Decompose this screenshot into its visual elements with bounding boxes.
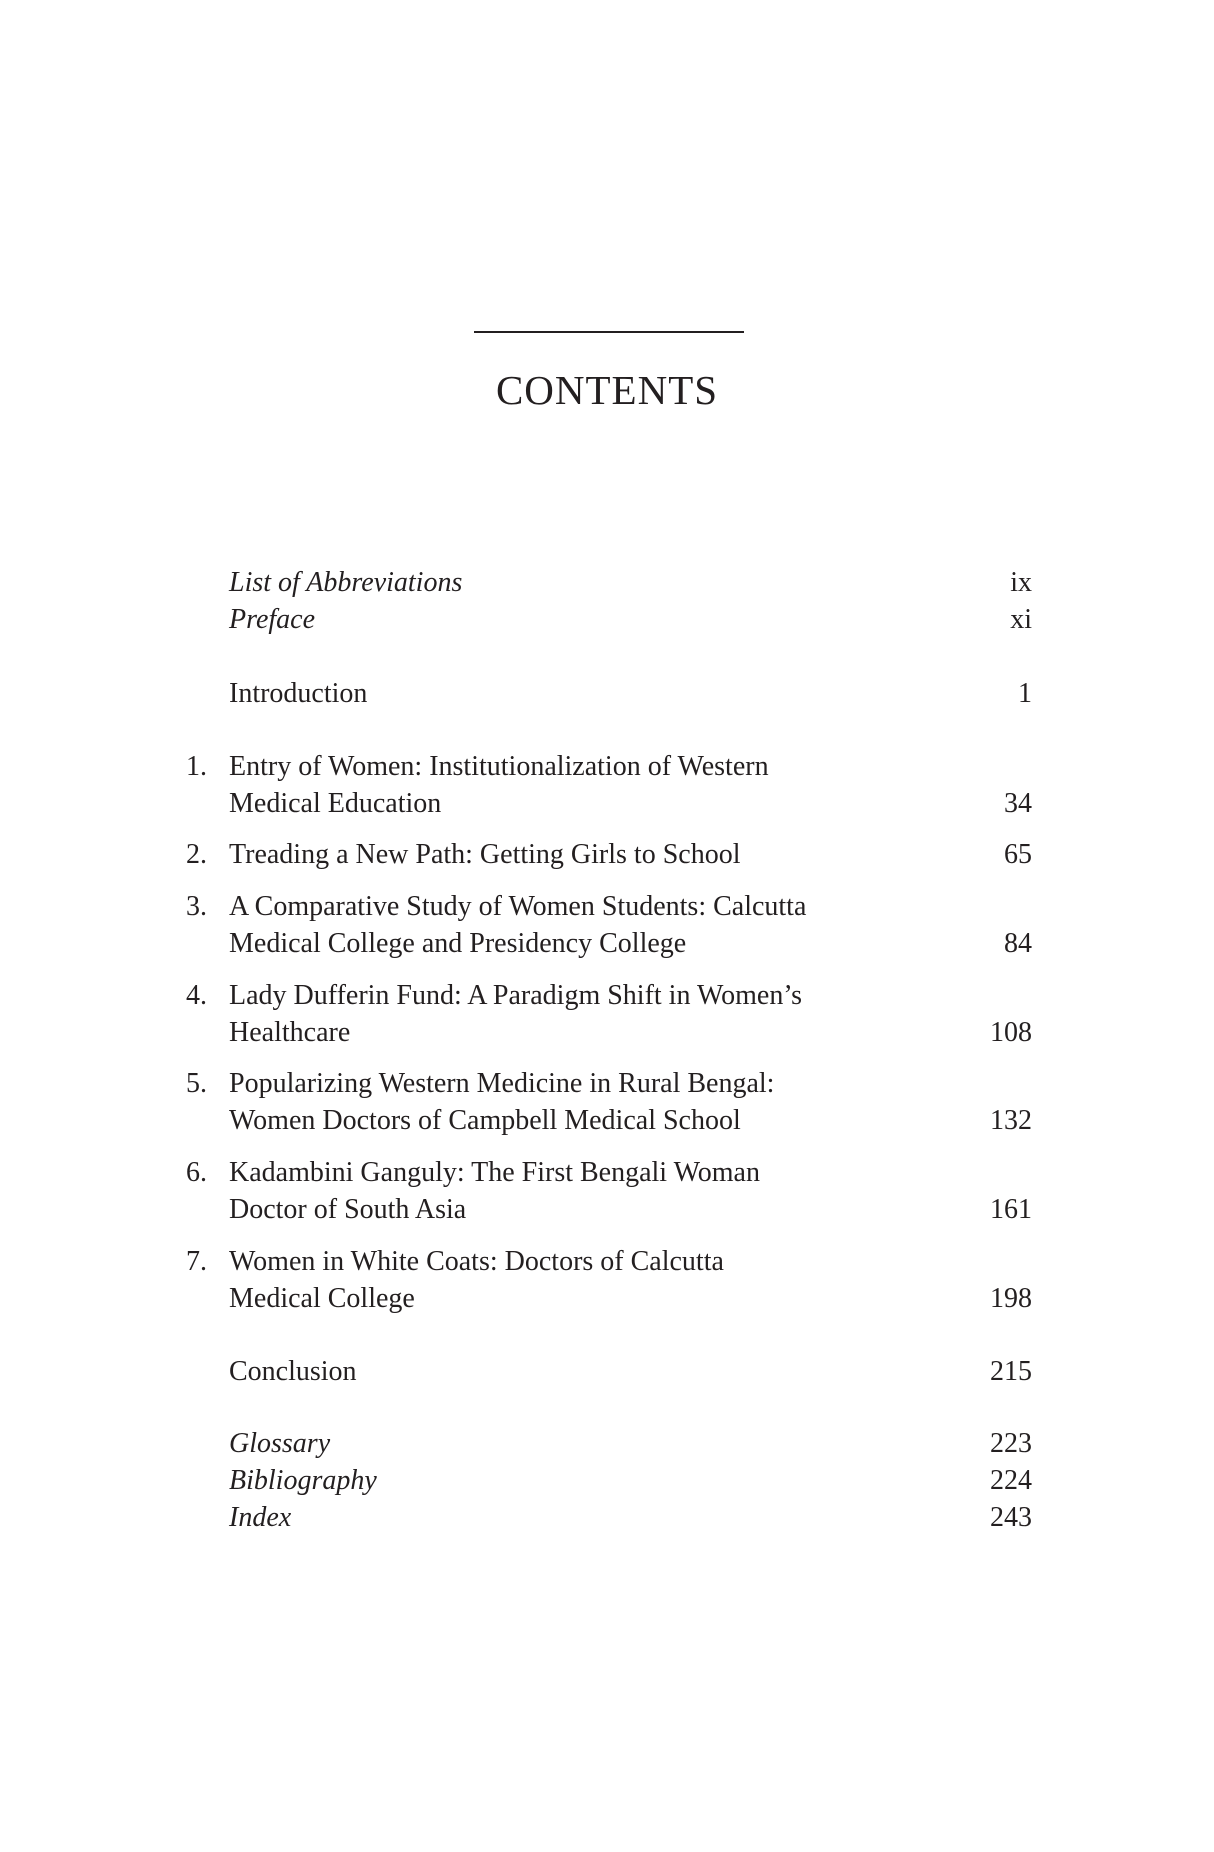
toc-entry[interactable]: [186, 888, 1032, 925]
entry-title: Preface: [229, 604, 316, 635]
toc-entry[interactable]: [186, 601, 1032, 638]
entry-title: A Comparative Study of Women Students: Calcutta: [229, 891, 807, 922]
entry-title: Kadambini Ganguly: The First Bengali Woman: [229, 1157, 760, 1188]
page-number: xi: [1010, 604, 1032, 635]
toc-entry-continued[interactable]: [186, 1280, 1032, 1317]
page-number: 215: [990, 1356, 1032, 1387]
toc-entry[interactable]: [186, 1065, 1032, 1102]
page-number: 161: [990, 1194, 1032, 1225]
title-rule: [474, 331, 744, 333]
page-number: 65: [1004, 839, 1032, 870]
toc-entry[interactable]: [186, 564, 1032, 601]
toc-entry[interactable]: [186, 1243, 1032, 1280]
entry-title: Medical Education: [229, 788, 442, 819]
toc-entry-continued[interactable]: [186, 1191, 1032, 1228]
chapter-number: 2.: [186, 839, 207, 870]
chapter-number: 5.: [186, 1068, 207, 1099]
entry-title: Glossary: [229, 1428, 331, 1459]
toc-entry[interactable]: [186, 1154, 1032, 1191]
chapter-number: 6.: [186, 1157, 207, 1188]
toc-entry[interactable]: [186, 1499, 1032, 1536]
chapter-number: 4.: [186, 980, 207, 1011]
toc-entry[interactable]: [186, 675, 1032, 712]
toc-entry[interactable]: [186, 977, 1032, 1014]
page-number: 224: [990, 1465, 1032, 1496]
entry-title: Entry of Women: Institutionalization of Western: [229, 751, 769, 782]
toc-entry[interactable]: [186, 1462, 1032, 1499]
entry-title: Women in White Coats: Doctors of Calcutta: [229, 1246, 724, 1277]
entry-title: Doctor of South Asia: [229, 1194, 467, 1225]
page-number: 198: [990, 1283, 1032, 1314]
page-number: ix: [1010, 567, 1032, 598]
entry-title: Treading a New Path: Getting Girls to School: [229, 839, 741, 870]
page-number: 84: [1004, 928, 1032, 959]
entry-title: Bibliography: [229, 1465, 377, 1496]
page-title: CONTENTS: [495, 367, 719, 413]
toc-entry[interactable]: [186, 836, 1032, 873]
toc-entry-continued[interactable]: [186, 1014, 1032, 1051]
entry-title: Conclusion: [229, 1356, 357, 1387]
page-number: 132: [990, 1105, 1032, 1136]
entry-title: Lady Dufferin Fund: A Paradigm Shift in Women’s: [229, 980, 803, 1011]
entry-title: Medical College: [229, 1283, 415, 1314]
page-number: 223: [990, 1428, 1032, 1459]
toc-entry-continued[interactable]: [186, 785, 1032, 822]
page-number: 1: [1018, 678, 1032, 709]
toc-entry-continued[interactable]: [186, 925, 1032, 962]
chapter-number: 3.: [186, 891, 207, 922]
entry-title: Index: [229, 1502, 292, 1533]
entry-title: Introduction: [229, 678, 368, 709]
entry-title: Medical College and Presidency College: [229, 928, 687, 959]
toc-entry[interactable]: [186, 748, 1032, 785]
entry-title: Healthcare: [229, 1017, 351, 1048]
chapter-number: 7.: [186, 1246, 207, 1277]
entry-title: Women Doctors of Campbell Medical School: [229, 1105, 741, 1136]
chapter-number: 1.: [186, 751, 207, 782]
entry-title: Popularizing Western Medicine in Rural Bengal:: [229, 1068, 775, 1099]
toc-entry[interactable]: [186, 1425, 1032, 1462]
page-number: 108: [990, 1017, 1032, 1048]
page-number: 243: [990, 1502, 1032, 1533]
toc-entry[interactable]: [186, 1353, 1032, 1390]
page-number: 34: [1004, 788, 1032, 819]
toc-entry-continued[interactable]: [186, 1102, 1032, 1139]
entry-title: List of Abbreviations: [229, 567, 463, 598]
